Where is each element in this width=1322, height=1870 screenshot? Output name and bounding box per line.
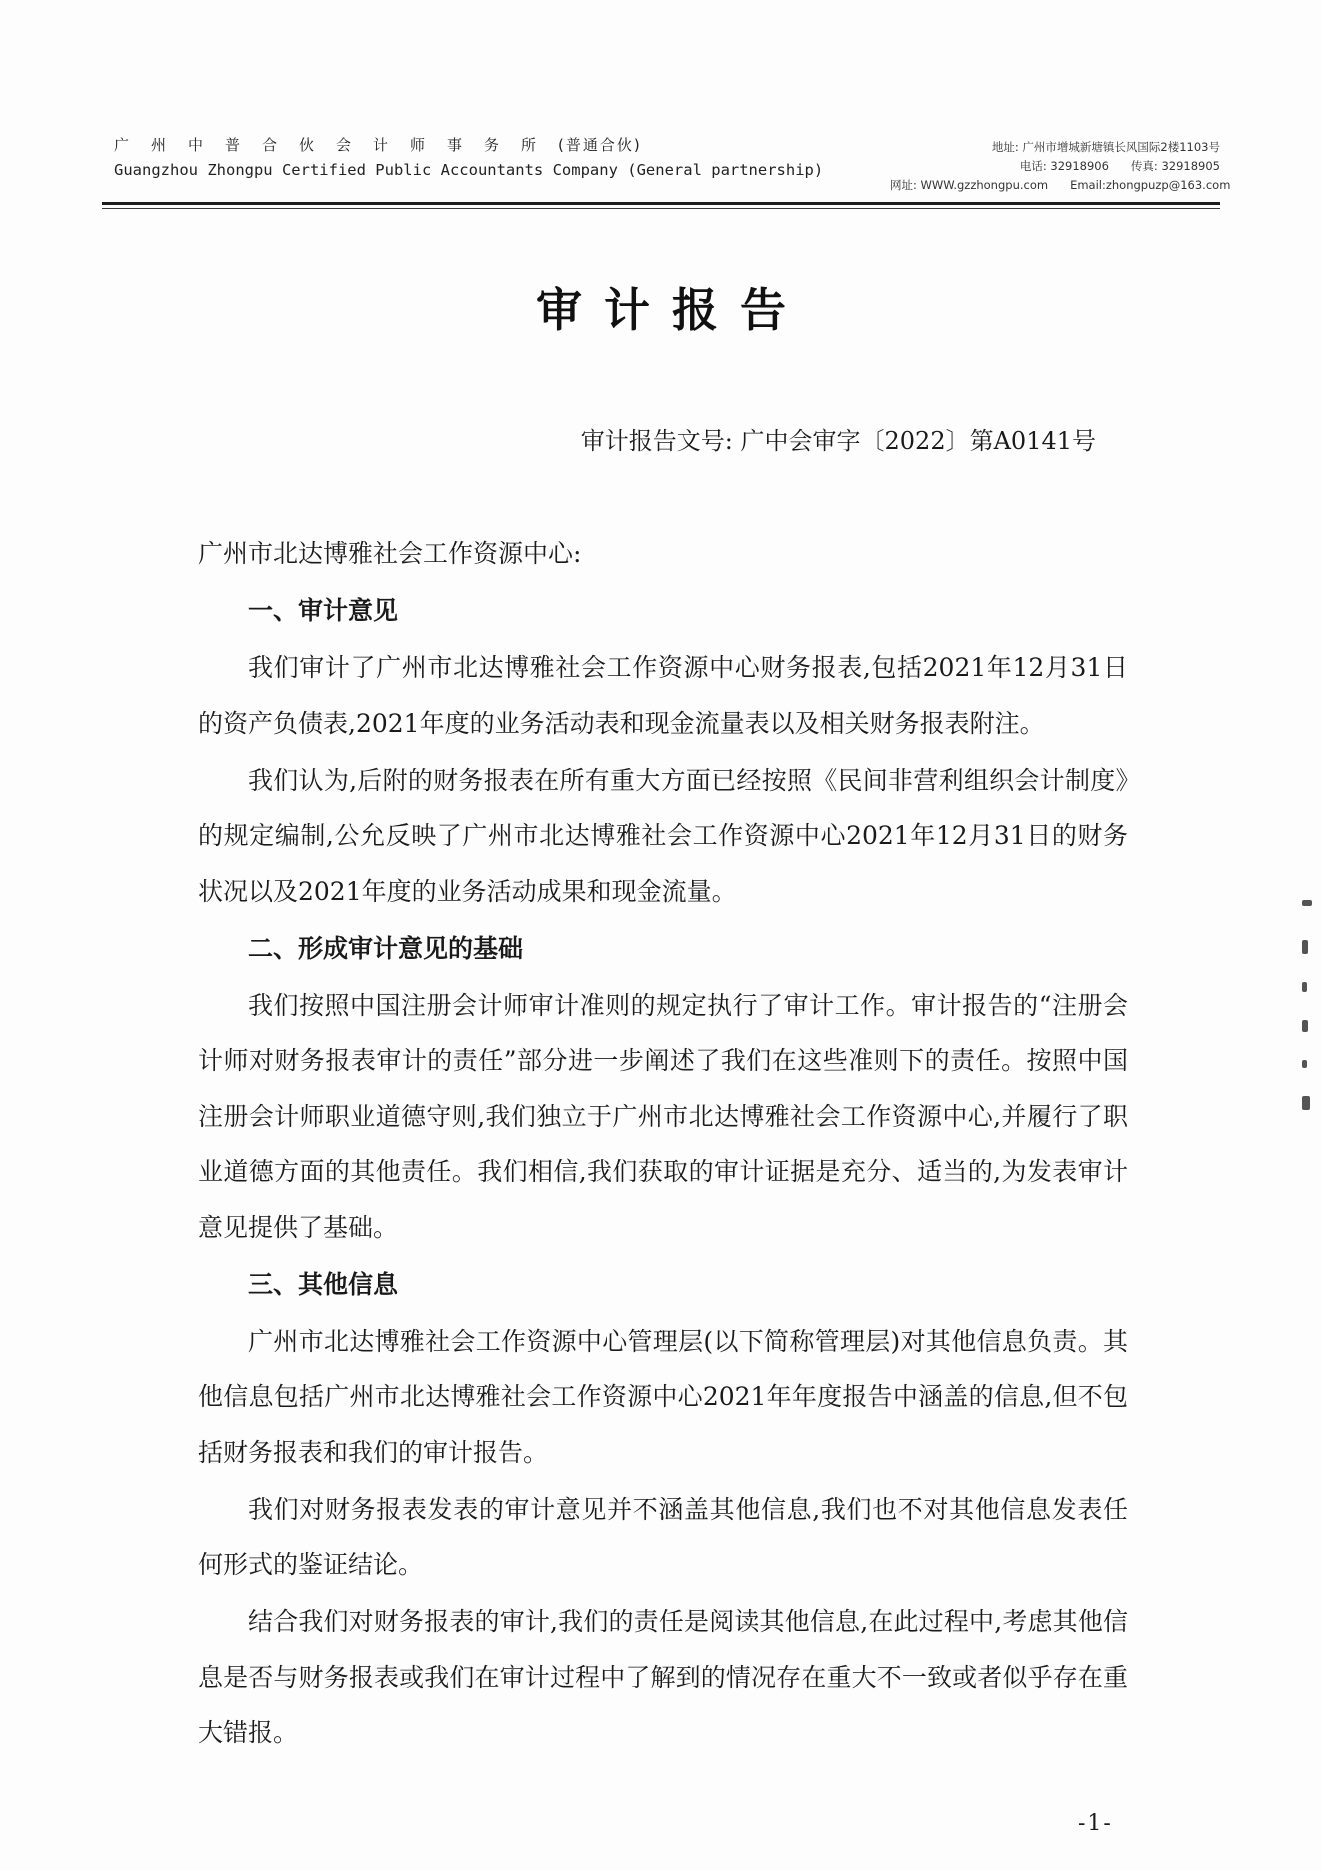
section-heading-opinion: 一、审计意见: [248, 596, 399, 625]
paragraph: 我们认为,后附的财务报表在所有重大方面已经按照《民间非营利组织会计制度》的规定编制,公允反映了广州市北达博雅社会工作资源中心2021年12月31日的财务状况以及2021年度的业务活动成果和现金流量。: [198, 765, 1128, 906]
firm-website: 网址: WWW.gzzhongpu.com: [890, 178, 1049, 192]
scan-edge-marks: [1302, 900, 1316, 1110]
letterhead-rule-thick: [102, 202, 1220, 205]
paragraph: 我们按照中国注册会计师审计准则的规定执行了审计工作。审计报告的“注册会计师对财务报表审计的责任”部分进一步阐述了我们在这些准则下的责任。按照中国注册会计师职业道德守则,我们独立于广州市北达博雅社会工作资源中心,并履行了职业道德方面的其他责任。我们相信,我们获取的审计证据是充分、适当的,为发表审计意见提供了基础。: [198, 990, 1128, 1242]
letterhead-rule-thin: [102, 208, 1220, 209]
paragraph: 我们审计了广州市北达博雅社会工作资源中心财务报表,包括2021年12月31日的资产负债表,2021年度的业务活动表和现金流量表以及相关财务报表附注。: [198, 653, 1128, 738]
firm-name-cn-suffix: (普通合伙): [558, 136, 642, 154]
report-body: [198, 526, 1128, 1762]
firm-fax: 传真: 32918905: [1130, 159, 1220, 173]
letterhead-contact: [890, 138, 1231, 195]
paragraph: 我们对财务报表发表的审计意见并不涵盖其他信息,我们也不对其他信息发表任何形式的鉴证结论。: [198, 1494, 1128, 1579]
page-title: 审计报告: [536, 283, 808, 337]
firm-web-email: [890, 176, 1231, 195]
firm-phone: 电话: 32918906: [1019, 159, 1109, 173]
firm-name-chinese: [114, 135, 814, 155]
paragraph: 结合我们对财务报表的审计,我们的责任是阅读其他信息,在此过程中,考虑其他信息是否与财务报表或我们在审计过程中了解到的情况存在重大不一致或者似乎存在重大错报。: [198, 1607, 1128, 1747]
section-heading-basis: 二、形成审计意见的基础: [248, 933, 524, 963]
firm-name-english: Guangzhou Zhongpu Certified Public Accountants Company (General partnership): [114, 161, 824, 179]
addressee: 广州市北达博雅社会工作资源中心:: [198, 539, 582, 568]
paragraph: 广州市北达博雅社会工作资源中心管理层(以下简称管理层)对其他信息负责。其他信息包括广州市北达博雅社会工作资源中心2021年年度报告中涵盖的信息,但不包括财务报表和我们的审计报告。: [198, 1326, 1128, 1467]
firm-email: Email:zhongpuzp@163.com: [1070, 178, 1231, 192]
firm-address: 地址: 广州市增城新塘镇长风国际2楼1103号: [991, 140, 1220, 154]
firm-name-cn: 广州中普合伙会计师事务所: [114, 136, 559, 154]
section-heading-other-info: 三、其他信息: [248, 1269, 399, 1299]
page-number: -1-: [1078, 1811, 1113, 1836]
letterhead-firm: [114, 135, 824, 181]
firm-phone-fax: [890, 157, 1220, 176]
report-number: 审计报告文号: 广中会审字〔2022〕第A0141号: [580, 427, 1096, 455]
